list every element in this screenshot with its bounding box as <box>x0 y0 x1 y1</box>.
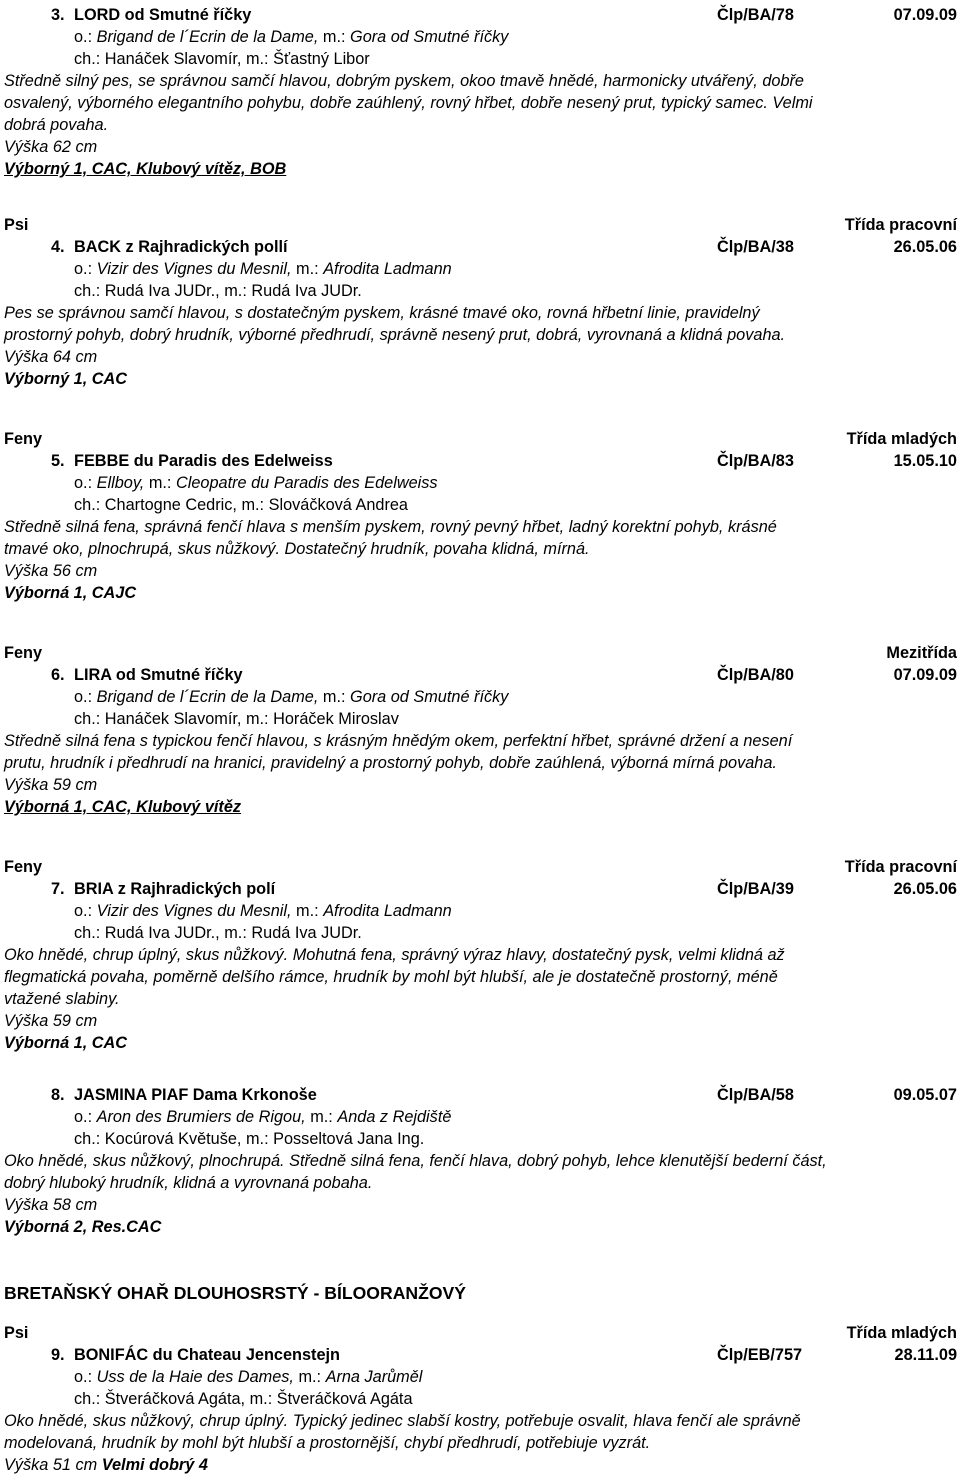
birth-date: 26.05.06 <box>893 238 957 256</box>
parents-line <box>4 900 957 922</box>
father-prefix: o.: <box>74 28 93 46</box>
entry-header <box>4 236 957 258</box>
description-line <box>4 1172 957 1194</box>
breeder-name: Hanáček Slavomír, <box>104 50 242 68</box>
owner-prefix: m.: <box>245 710 269 728</box>
entry-header <box>4 1344 957 1366</box>
owner-name: Rudá Iva JUDr. <box>251 924 362 942</box>
father-prefix: o.: <box>74 1368 93 1386</box>
father-prefix: o.: <box>74 1108 93 1126</box>
grade-value: Výborný 1, CAC <box>4 370 128 388</box>
breeder-owner-line <box>4 708 957 730</box>
description-line <box>4 538 957 560</box>
father-prefix: o.: <box>74 474 93 492</box>
registration-number: Člp/EB/757 <box>717 1346 803 1364</box>
dog-name: LORD od Smutné říčky <box>74 6 252 24</box>
description-line <box>4 516 957 538</box>
gender-label: Feny <box>4 430 43 448</box>
parents-line <box>4 258 957 280</box>
entry-number: 7. <box>51 880 65 898</box>
father-prefix: o.: <box>74 902 93 920</box>
breeder-prefix: ch.: <box>74 924 101 942</box>
grade-value: Výborná 1, CAC, Klubový vítěz <box>4 798 242 816</box>
father-name: Ellboy, <box>96 474 145 492</box>
grade-value: Velmi dobrý 4 <box>101 1456 208 1474</box>
breeder-prefix: ch.: <box>74 282 101 300</box>
birth-date: 15.05.10 <box>893 452 957 470</box>
description-text: Oko hnědé, skus nůžkový, plnochrupá. Středně silná fena, fenčí hlava, dobrý pohyb, lehce klenutější bederní část, <box>4 1152 827 1170</box>
breeder-name: Chartogne Cedric, <box>104 496 237 514</box>
grade-line <box>4 158 957 180</box>
breeder-owner-line <box>4 494 957 516</box>
father-name: Aron des Brumiers de Rigou, <box>96 1108 306 1126</box>
father-name: Brigand de l´Ecrin de la Dame, <box>96 688 319 706</box>
description-line <box>4 324 957 346</box>
description-text: dobrý hluboký hrudník, klidná a vyrovnaná pobaha. <box>4 1174 373 1192</box>
entry-number: 4. <box>51 238 65 256</box>
owner-name: Horáček Miroslav <box>273 710 399 728</box>
parents <box>74 472 438 494</box>
class-label: Třída mladých <box>846 1324 957 1342</box>
description-text: Středně silná fena, správná fenčí hlava s menším pyskem, rovný pevný hřbet, ladný korektní pohyb, krásné <box>4 518 777 536</box>
entry-header <box>4 4 957 26</box>
parents <box>74 26 508 48</box>
mother-prefix: m.: <box>148 474 172 492</box>
description-text: Oko hnědé, chrup úplný, skus nůžkový. Mohutná fena, správný výraz hlavy, dostatečný pysk, velmi klidná až <box>4 946 785 964</box>
breeder-name: Hanáček Slavomír, <box>104 710 242 728</box>
description-text: osvalený, výborného elegantního pohybu, dobře zaúhlený, rovný hřbet, dobře nesený prut, typický samec. Velmi <box>4 94 813 112</box>
grade-line <box>4 796 957 818</box>
breeder-owner <box>74 1388 413 1410</box>
owner-name: Štveráčková Agáta <box>276 1390 413 1408</box>
entry-header <box>4 664 957 686</box>
breeder-owner <box>74 48 370 70</box>
section-header <box>4 856 957 878</box>
owner-name: Posseltová Jana Ing. <box>273 1130 425 1148</box>
height-value: Výška 62 cm <box>4 138 98 156</box>
grade-line <box>4 1032 957 1054</box>
description-text: tmavé oko, plnochrupá, skus nůžkový. Dostatečný hrudník, povaha klidná, mírná. <box>4 540 590 558</box>
owner-prefix: m.: <box>241 496 265 514</box>
owner-prefix: m.: <box>249 1390 273 1408</box>
height-value: Výška 51 cm <box>4 1456 98 1474</box>
registration-number: Člp/BA/83 <box>717 452 794 470</box>
breeder-name: Rudá Iva JUDr., <box>104 924 220 942</box>
gender-label: Psi <box>4 216 29 234</box>
parents-line <box>4 1366 957 1388</box>
parents <box>74 1366 422 1388</box>
mother-prefix: m.: <box>322 28 346 46</box>
father-name: Vizir des Vignes du Mesnil, <box>96 260 292 278</box>
grade-line <box>4 582 957 604</box>
owner-name: Slováčková Andrea <box>268 496 408 514</box>
breeder-name: Kocúrová Květuše, <box>104 1130 242 1148</box>
owner-prefix: m.: <box>245 50 269 68</box>
breeder-owner <box>74 1128 424 1150</box>
mother-prefix: m.: <box>298 1368 322 1386</box>
mother-name: Gora od Smutné říčky <box>350 688 509 706</box>
mother-name: Anda z Rejdiště <box>337 1108 452 1126</box>
height-value: Výška 59 cm <box>4 776 98 794</box>
breeder-owner-line <box>4 48 957 70</box>
breed-title <box>4 1282 957 1304</box>
breeder-owner <box>74 922 362 944</box>
registration-number: Člp/BA/80 <box>717 666 794 684</box>
mother-prefix: m.: <box>296 260 319 278</box>
owner-prefix: m.: <box>224 924 247 942</box>
description-text: prutu, hrudník i předhrudí na hranici, pravidelný a prostorný pohyb, dobře zaúhlená, výborná mírná povaha. <box>4 754 777 772</box>
mother-name: Arna Jarůměl <box>325 1368 423 1386</box>
parents-line <box>4 26 957 48</box>
mother-prefix: m.: <box>296 902 319 920</box>
breed-title-text: BRETAŇSKÝ OHAŘ DLOUHOSRSTÝ - BÍLOORANŽOVÝ <box>4 1283 467 1303</box>
birth-date: 07.09.09 <box>893 666 957 684</box>
owner-prefix: m.: <box>245 1130 269 1148</box>
description-line <box>4 730 957 752</box>
breeder-owner <box>74 708 399 730</box>
birth-date: 26.05.06 <box>893 880 957 898</box>
class-label: Mezitřída <box>886 644 957 662</box>
description-line <box>4 70 957 92</box>
father-prefix: o.: <box>74 688 93 706</box>
birth-date: 09.05.07 <box>893 1086 957 1104</box>
description-text: Středně silná fena s typickou fenčí hlavou, s krásným hnědým okem, perfektní hřbet, správné držení a nesení <box>4 732 793 750</box>
entry-number: 5. <box>51 452 65 470</box>
registration-number: Člp/BA/39 <box>717 880 794 898</box>
dog-name: FEBBE du Paradis des Edelweiss <box>74 452 333 470</box>
height-line <box>4 774 957 796</box>
grade-value: Výborný 1, CAC, Klubový vítěz, BOB <box>4 160 287 178</box>
height-value: Výška 56 cm <box>4 562 98 580</box>
entry-number: 8. <box>51 1086 65 1104</box>
dog-name: BRIA z Rajhradických polí <box>74 880 276 898</box>
description-text: vtažené slabiny. <box>4 990 120 1008</box>
height-line <box>4 1010 957 1032</box>
father-name: Vizir des Vignes du Mesnil, <box>96 902 292 920</box>
description-line <box>4 966 957 988</box>
height-value: Výška 64 cm <box>4 348 98 366</box>
description-text: Oko hnědé, skus nůžkový, chrup úplný. Typický jedinec slabší kostry, potřebuje osvalit, hlava fenčí ale správně <box>4 1412 801 1430</box>
registration-number: Člp/BA/58 <box>717 1086 794 1104</box>
mother-name: Cleopatre du Paradis des Edelweiss <box>175 474 438 492</box>
gender-label: Feny <box>4 858 43 876</box>
breeder-name: Rudá Iva JUDr., <box>104 282 220 300</box>
description-line <box>4 302 957 324</box>
parents <box>74 258 452 280</box>
section-header <box>4 428 957 450</box>
breeder-owner <box>74 280 362 302</box>
breeder-prefix: ch.: <box>74 496 101 514</box>
gender-label: Psi <box>4 1324 29 1342</box>
owner-name: Šťastný Libor <box>273 50 370 68</box>
dog-name: BACK z Rajhradických pollí <box>74 238 288 256</box>
mother-prefix: m.: <box>310 1108 333 1126</box>
father-name: Uss de la Haie des Dames, <box>96 1368 294 1386</box>
breeder-prefix: ch.: <box>74 1130 101 1148</box>
owner-name: Rudá Iva JUDr. <box>251 282 362 300</box>
parents <box>74 900 452 922</box>
description-text: prostorný pohyb, dobrý hrudník, výborné předhrudí, správně nesený prut, dobrá, vyrovnaná a klidná povaha. <box>4 326 786 344</box>
section-header <box>4 1322 957 1344</box>
description-line <box>4 1432 957 1454</box>
class-label: Třída pracovní <box>844 216 957 234</box>
father-name: Brigand de l´Ecrin de la Dame, <box>96 28 319 46</box>
breeder-prefix: ch.: <box>74 1390 101 1408</box>
owner-prefix: m.: <box>224 282 247 300</box>
description-line <box>4 944 957 966</box>
breeder-name: Štveráčková Agáta, <box>104 1390 246 1408</box>
description-line <box>4 752 957 774</box>
entry-header <box>4 878 957 900</box>
mother-name: Afrodita Ladmann <box>323 902 452 920</box>
parents <box>74 686 508 708</box>
mother-name: Gora od Smutné říčky <box>350 28 509 46</box>
entry-number: 6. <box>51 666 65 684</box>
height-line <box>4 560 957 582</box>
breeder-prefix: ch.: <box>74 50 101 68</box>
grade-value: Výborná 1, CAJC <box>4 584 137 602</box>
height-value: Výška 58 cm <box>4 1196 98 1214</box>
dog-name: LIRA od Smutné říčky <box>74 666 243 684</box>
height-grade-line <box>4 1454 957 1476</box>
description-text: flegmatická povaha, poměrně delšího rámce, hrudník by mohl být hlubší, ale je dostatečně prostorný, méně <box>4 968 778 986</box>
breeder-owner <box>74 494 408 516</box>
description-text: modelovaná, hrudník by mohl být hlubší a prostornější, chybí předhrudí, potřebiuje vyzrát. <box>4 1434 651 1452</box>
registration-number: Člp/BA/78 <box>717 6 794 24</box>
height-line <box>4 346 957 368</box>
breeder-owner-line <box>4 1128 957 1150</box>
height-value: Výška 59 cm <box>4 1012 98 1030</box>
grade-line <box>4 1216 957 1238</box>
description-line <box>4 1150 957 1172</box>
breeder-owner-line <box>4 280 957 302</box>
father-prefix: o.: <box>74 260 93 278</box>
height-line <box>4 1194 957 1216</box>
birth-date: 28.11.09 <box>894 1346 957 1364</box>
grade-value: Výborná 2, Res.CAC <box>4 1218 162 1236</box>
dog-name: JASMINA PIAF Dama Krkonoše <box>74 1086 317 1104</box>
description-line <box>4 988 957 1010</box>
entry-number: 3. <box>51 6 65 24</box>
section-header <box>4 642 957 664</box>
breeder-prefix: ch.: <box>74 710 101 728</box>
description-text: dobrá povaha. <box>4 116 109 134</box>
grade-value: Výborná 1, CAC <box>4 1034 128 1052</box>
description-line <box>4 114 957 136</box>
parents-line <box>4 1106 957 1128</box>
mother-prefix: m.: <box>322 688 346 706</box>
description-text: Pes se správnou samčí hlavou, s dostatečným pyskem, krásné tmavé oko, rovná hřbetní linie, pravidelný <box>4 304 760 322</box>
class-label: Třída mladých <box>846 430 957 448</box>
birth-date: 07.09.09 <box>893 6 957 24</box>
entry-number: 9. <box>51 1346 65 1364</box>
height-line <box>4 136 957 158</box>
description-text: Středně silný pes, se správnou samčí hlavou, dobrým pyskem, okoo tmavě hnědé, harmonicky utvářený, dobře <box>4 72 804 90</box>
grade-line <box>4 368 957 390</box>
mother-name: Afrodita Ladmann <box>323 260 452 278</box>
entry-header <box>4 1084 957 1106</box>
parents-line <box>4 686 957 708</box>
breeder-owner-line <box>4 1388 957 1410</box>
gender-label: Feny <box>4 644 43 662</box>
registration-number: Člp/BA/38 <box>717 238 794 256</box>
class-label: Třída pracovní <box>844 858 957 876</box>
description-line <box>4 1410 957 1432</box>
parents-line <box>4 472 957 494</box>
breeder-owner-line <box>4 922 957 944</box>
dog-name: BONIFÁC du Chateau Jencenstejn <box>74 1346 340 1364</box>
section-header <box>4 214 957 236</box>
entry-header <box>4 450 957 472</box>
description-line <box>4 92 957 114</box>
parents <box>74 1106 451 1128</box>
